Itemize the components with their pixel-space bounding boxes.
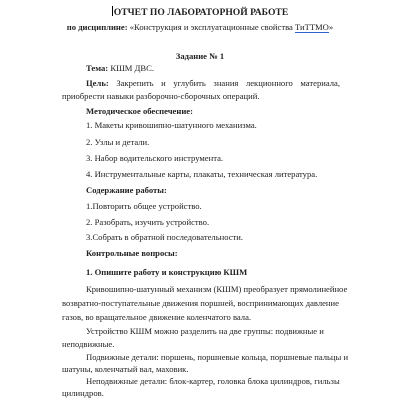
discipline-underlined-word: ТиТТМО	[295, 22, 329, 33]
paragraph-3-line-1: Подвижные детали: поршень, поршневые кольца, поршневые пальцы и	[86, 351, 349, 362]
report-title	[0, 6, 400, 18]
goal-line-1	[86, 78, 340, 89]
topic-value: КШМ ДВС.	[110, 62, 155, 73]
paragraph-1-line-3: газов, во вращательное движение коленчатого вала.	[62, 311, 252, 322]
paragraph-1-line-2: возвратно-поступательные движения поршней, воспринимающих давление	[62, 298, 339, 309]
content-heading: Содержание работы:	[86, 185, 167, 196]
goal-line-2: приобрести навыки разборочно-сборочных операций.	[62, 90, 260, 101]
methodical-item-4: 4. Инструментальные карты, плакаты, техническая литература.	[86, 169, 318, 180]
discipline-value-end: »	[328, 22, 334, 33]
task-heading: Задание № 1	[175, 50, 225, 61]
paragraph-4-line-1: Неподвижные детали: блок-картер, головка блока цилиндров, гильзы	[86, 375, 340, 386]
methodical-item-3: 3. Набор водительского инструмента.	[86, 152, 224, 163]
topic-label: Тема:	[86, 62, 109, 73]
discipline-label: по дисциплине:	[66, 22, 128, 33]
goal-text-1: Закрепить и углубить знания лекционного материала,	[116, 77, 340, 88]
paragraph-3-line-2: шатуны, коленчатый вал, маховик.	[62, 363, 189, 374]
methodical-heading: Методическое обеспечение:	[86, 106, 193, 117]
methodical-item-2: 2. Узлы и детали.	[86, 136, 150, 147]
paragraph-2-line-1: Устройство КШМ можно разделить на две группы: подвижные и	[86, 325, 324, 336]
methodical-item-1: 1. Макеты кривошипно-шатунного механизма.	[86, 120, 257, 131]
question-1-heading: 1. Опишите работу и конструкцию КШМ	[86, 267, 248, 278]
goal-label: Цель:	[86, 77, 109, 88]
paragraph-2-line-2: неподвижные.	[62, 338, 115, 349]
discipline-value: «Конструкция и эксплуатационные свойства	[129, 22, 296, 33]
discipline-line	[0, 22, 400, 33]
topic-line	[86, 63, 154, 74]
content-item-2: 2. Разобрать, изучить устройство.	[86, 216, 210, 227]
text-cursor	[112, 6, 113, 16]
content-item-3: 3.Собрать в обратной последовательности.	[86, 232, 244, 243]
report-title-text: ОТЧЕТ ПО ЛАБОРАТОРНОЙ РАБОТЕ	[113, 6, 289, 18]
paragraph-1-line-1: Кривошипно-шатунный механизм (КШМ) преобразует прямолинейное	[86, 284, 348, 295]
control-heading: Контрольные вопросы:	[86, 248, 178, 259]
content-item-1: 1.Повторить общее устройство.	[86, 200, 202, 211]
paragraph-4-line-2: цилиндров.	[62, 387, 104, 398]
